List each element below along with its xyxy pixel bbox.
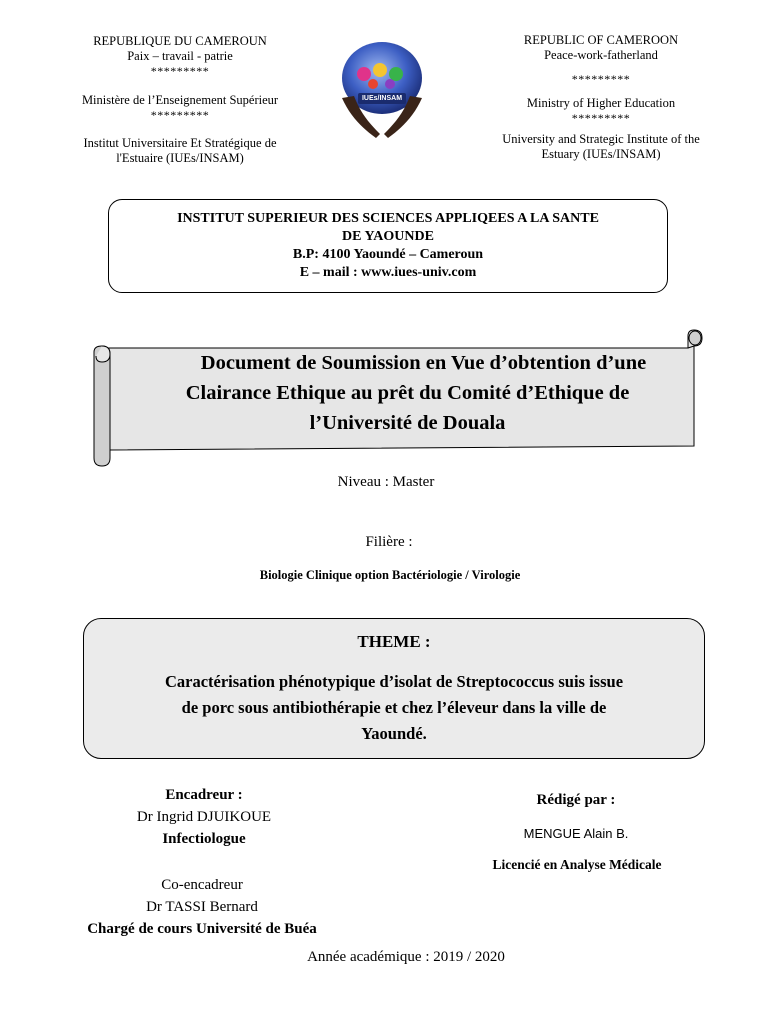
co-supervisor-block (50, 874, 354, 940)
academic-year: Année académique : 2019 / 2020 (307, 949, 505, 965)
supervisor-label: Encadreur : (165, 787, 243, 803)
supervisor-name: Dr Ingrid DJUIKOUE (136, 809, 272, 825)
institute-fr-line1: Institut Universitaire Et Stratégique de (83, 136, 277, 150)
school-info-box (108, 199, 668, 293)
co-supervisor-label: Co-encadreur (161, 877, 243, 893)
institute-logo (336, 38, 428, 144)
institute-fr-line2: l'Estuaire (IUEs/INSAM) (116, 151, 244, 165)
document-title (110, 348, 705, 450)
supervisor-role: Infectiologue (162, 831, 246, 847)
school-email: E – mail : www.iues-univ.com (299, 265, 477, 280)
author-label: Rédigé par : (536, 792, 616, 808)
title-line2: Clairance Ethique au prêt du Comité d’Ethique de (185, 382, 630, 404)
filiere-value: Biologie Clinique option Bactériologie / Virologie (259, 568, 521, 582)
ministry-fr: Ministère de l’Enseignement Supérieur (81, 93, 279, 107)
logo-text: IUEs/INSAM (361, 95, 403, 102)
institute-en-line2: Estuary (IUEs/INSAM) (541, 147, 661, 161)
header-right (472, 33, 730, 162)
author-name: MENGUE Alain B. (523, 826, 629, 841)
title-line1: Document de Soumission en Vue d’obtention d’une (200, 352, 647, 374)
separator-stars: ********* (571, 111, 631, 125)
supervisor-block (90, 784, 318, 850)
school-name-line2: DE YAOUNDE (342, 229, 434, 244)
separator-stars: ********* (150, 64, 210, 78)
institute-en-line1: University and Strategic Institute of the (502, 132, 700, 146)
motto-en: Peace-work-fatherland (544, 48, 658, 62)
header-left (50, 34, 310, 166)
school-name-line1: INSTITUT SUPERIEUR DES SCIENCES APPLIQEES A LA SANTE (177, 211, 599, 226)
theme-line2: de porc sous antibiothérapie et chez l’éleveur dans la ville de (181, 698, 607, 717)
theme-line3: Yaoundé. (361, 724, 427, 743)
ministry-en: Ministry of Higher Education (526, 96, 676, 110)
co-supervisor-role: Chargé de cours Université de Buéa (87, 921, 317, 937)
co-supervisor-name: Dr TASSI Bernard (146, 899, 258, 915)
title-line3: l’Université de Douala (309, 412, 506, 434)
theme-line1: Caractérisation phénotypique d’isolat de Streptococcus suis issue (164, 672, 624, 691)
filiere-label: Filière : (365, 534, 413, 550)
theme-label: THEME : (357, 632, 431, 651)
motto-fr: Paix – travail - patrie (127, 49, 233, 63)
hands-globe-logo-icon (336, 38, 428, 144)
country-en: REPUBLIC OF CAMEROON (523, 33, 679, 47)
separator-stars: ********* (571, 72, 631, 86)
niveau: Niveau : Master (337, 474, 435, 490)
theme-box (83, 618, 705, 759)
author-role: Licencié en Analyse Médicale (492, 857, 662, 872)
separator-stars: ********* (150, 108, 210, 122)
school-address: B.P: 4100 Yaoundé – Cameroun (292, 247, 484, 262)
theme-text (84, 669, 704, 747)
country-fr: REPUBLIQUE DU CAMEROUN (93, 34, 267, 48)
